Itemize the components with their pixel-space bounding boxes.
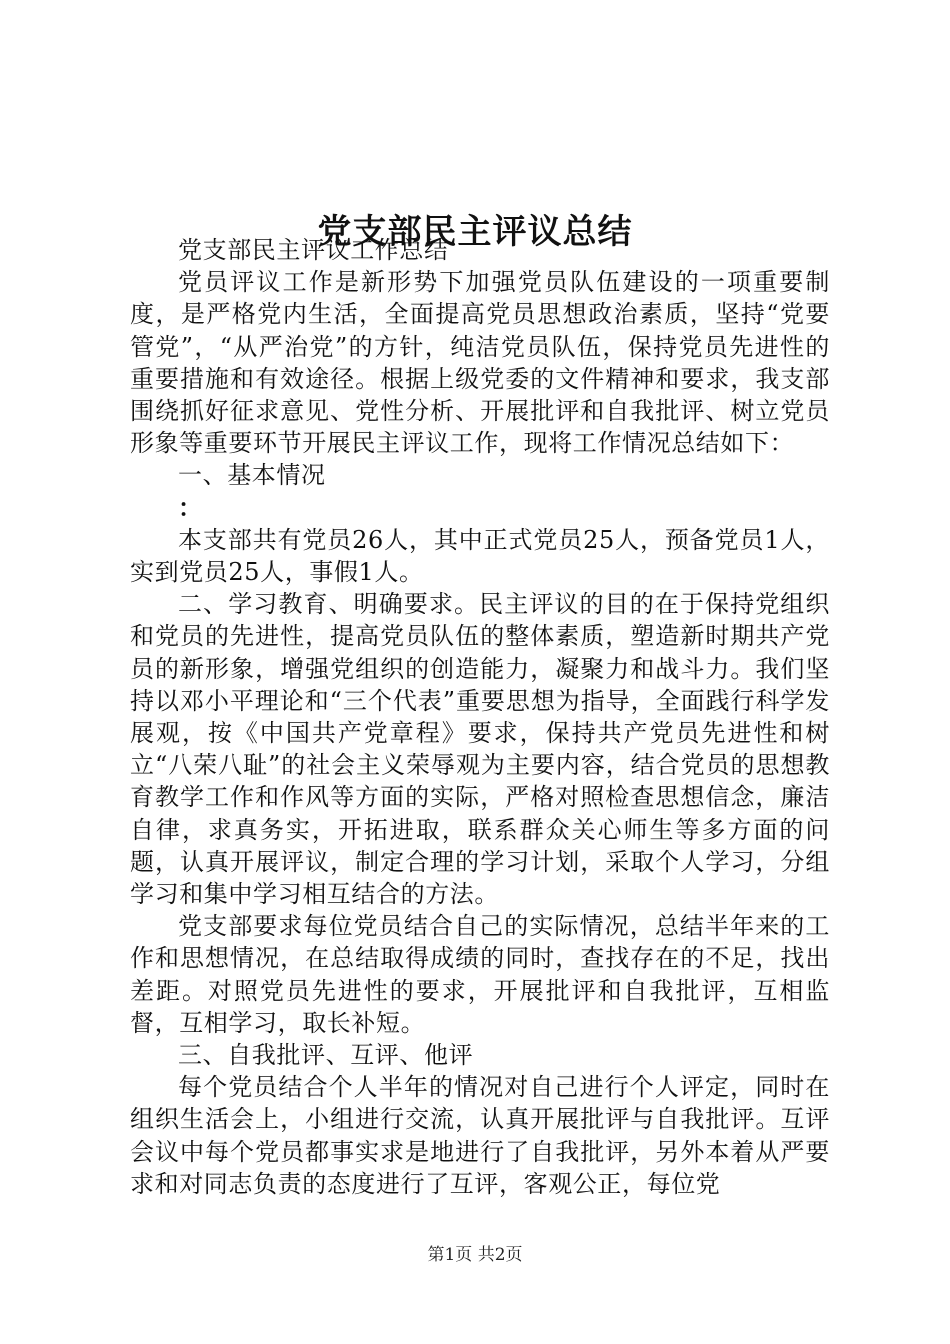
page-number-footer: 第1页 共2页 bbox=[427, 1245, 523, 1265]
heading-basic-situation: 一、基本情况 bbox=[178, 461, 326, 490]
document-body bbox=[130, 234, 830, 1200]
paragraph-study-education: 二、学习教育、明确要求。民主评议的目的在于保持党组织和党员的先进性，提高党员队伍的整体素质，塑造新时期共产党员的新形象，增强党组织的创造能力，凝聚力和战斗力。我们坚持以邓小平理论和“三个代表”重要思想为指导，全面践行科学发展观，按《中国共产党章程》要求，保持共产党员先进性和树立“八荣八耻”的社会主义荣辱观为主要内容，结合党员的思想教育教学工作和作风等方面的实际，严格对照检查思想信念，廉洁自律，求真务实，开拓进取，联系群众关心师生等多方面的问题，认真开展评议，制定合理的学习计划，采取个人学习，分组学习和集中学习相互结合的方法。 bbox=[130, 590, 830, 909]
paragraph-colon: ： bbox=[178, 492, 203, 522]
paragraph-self-evaluation: 每个党员结合个人半年的情况对自己进行个人评定，同时在组织生活会上，小组进行交流，认真开展批评与自我批评。互评会议中每个党员都事实求是地进行了自我批评，另外本着从严要求和对同志负责的态度进行了互评，客观公正，每位党 bbox=[130, 1073, 830, 1198]
heading-self-criticism: 三、自我批评、互评、他评 bbox=[178, 1041, 474, 1070]
paragraph-subtitle: 党支部民主评议工作总结 bbox=[178, 236, 449, 264]
page-title: 党支部民主评议总结 bbox=[317, 211, 633, 252]
paragraph-intro: 党员评议工作是新形势下加强党员队伍建设的一项重要制度，是严格党内生活，全面提高党员思想政治素质，坚持“党要管党”，“从严治党”的方针，纯洁党员队伍，保持党员先进性的重要措施和有效途径。根据上级党委的文件精神和要求，我支部围绕抓好征求意见、党性分析、开展批评和自我批评、树立党员形象等重要环节开展民主评议工作，现将工作情况总结如下： bbox=[130, 268, 830, 458]
paragraph-member-count: 本支部共有党员26人，其中正式党员25人，预备党员1人，实到党员25人，事假1人。 bbox=[130, 525, 830, 587]
paragraph-branch-requirements: 党支部要求每位党员结合自己的实际情况，总结半年来的工作和思想情况，在总结取得成绩的同时，查找存在的不足，找出差距。对照党员先进性的要求，开展批评和自我批评，互相监督，互相学习，取长补短。 bbox=[130, 912, 830, 1037]
